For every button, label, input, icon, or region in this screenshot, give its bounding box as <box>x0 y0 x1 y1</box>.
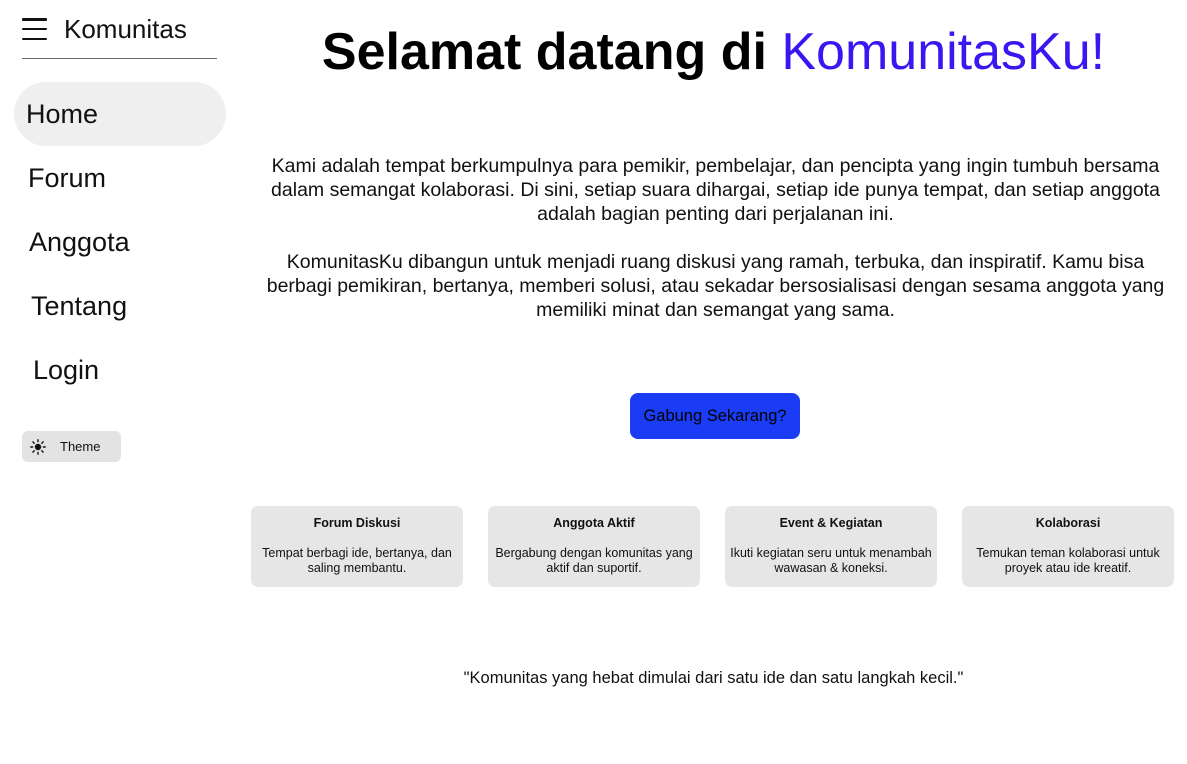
feature-description: Temukan teman kolaborasi untuk proyek atau ide kreatif. <box>976 546 1160 575</box>
feature-title: Event & Kegiatan <box>779 516 883 530</box>
feature-title: Anggota Aktif <box>553 516 635 530</box>
feature-card-forum-diskusi <box>251 506 463 587</box>
feature-title: Forum Diskusi <box>313 516 401 530</box>
feature-description: Bergabung dengan komunitas yang aktif dan suportif. <box>495 546 693 575</box>
sidebar-item-login[interactable] <box>14 338 226 402</box>
feature-description: Tempat berbagi ide, bertanya, dan saling membantu. <box>262 546 452 575</box>
sidebar-nav <box>14 82 226 402</box>
hamburger-menu-icon[interactable] <box>22 18 48 40</box>
sidebar-item-label: Forum <box>28 162 107 193</box>
brand-name: Komunitas <box>64 14 187 44</box>
sun-icon <box>30 439 46 455</box>
sidebar-item-label: Anggota <box>29 226 130 257</box>
community-quote: "Komunitas yang hebat dimulai dari satu ide dan satu langkah kecil." <box>463 669 964 687</box>
intro-paragraph: KomunitasKu dibangun untuk menjadi ruang diskusi yang ramah, terbuka, dan inspiratif. Kamu bisa berbagi pemikiran, bertanya, memberi solusi, atau sekadar bersosialisasi dengan sesama anggota yang memiliki minat dan semangat yang sama. <box>266 251 1165 321</box>
sidebar-item-home[interactable] <box>14 82 226 146</box>
intro-paragraph: Kami adalah tempat berkumpulnya para pemikir, pembelajar, dan pencipta yang ingin tumbuh bersama dalam semangat kolaborasi. Di sini, setiap suara dihargai, setiap ide punya tempat, dan setiap anggota adalah bagian penting dari perjalanan ini. <box>271 155 1160 225</box>
sidebar-item-label: Tentang <box>31 290 128 321</box>
sidebar-item-forum[interactable] <box>14 146 226 210</box>
page-title <box>240 20 1187 84</box>
sidebar-item-anggota[interactable] <box>14 210 226 274</box>
join-now-button[interactable]: Gabung Sekarang? <box>630 393 800 439</box>
sidebar-item-label: Login <box>33 354 100 385</box>
feature-card-event-kegiatan <box>725 506 937 587</box>
feature-title: Kolaborasi <box>1035 516 1101 530</box>
feature-card-kolaborasi <box>962 506 1174 587</box>
page-title-prefix: Selamat datang di <box>321 23 782 81</box>
intro-text <box>254 154 1177 322</box>
feature-card-anggota-aktif <box>488 506 700 587</box>
theme-label: Theme <box>60 439 101 454</box>
sidebar-item-tentang[interactable] <box>14 274 226 338</box>
sidebar-header <box>22 12 217 59</box>
sidebar-item-label: Home <box>26 98 99 129</box>
feature-description: Ikuti kegiatan seru untuk menambah wawasan & koneksi. <box>730 546 932 575</box>
theme-toggle-button[interactable] <box>22 431 121 462</box>
feature-cards <box>251 506 1175 587</box>
page-title-accent: KomunitasKu! <box>781 23 1106 81</box>
sidebar <box>0 0 240 764</box>
main-content <box>240 0 1187 764</box>
